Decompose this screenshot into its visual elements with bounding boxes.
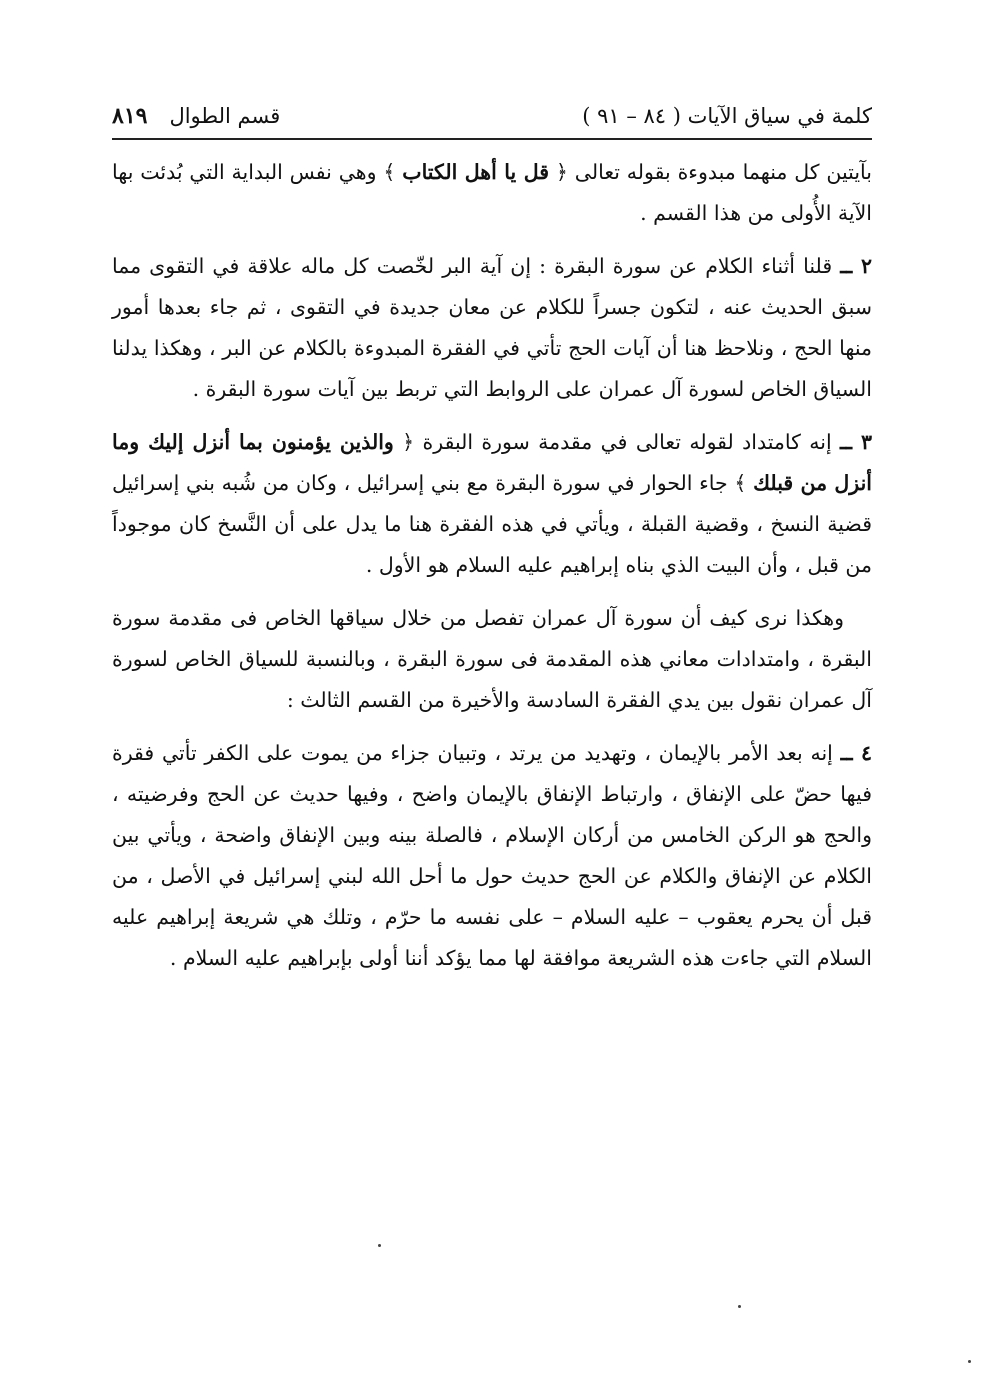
- paragraph-4: [112, 598, 872, 721]
- quran-quote: والذين يؤمنون بما أنزل إليك وما أنزل من قبلك: [112, 430, 872, 495]
- scan-speck: [968, 1360, 971, 1363]
- running-title: كلمة في سياق الآيات ( ٨٤ – ٩١ ): [582, 104, 872, 128]
- page-body: [112, 152, 872, 991]
- paragraph-3: [112, 422, 872, 586]
- item-number: ٢ ــ: [840, 254, 872, 278]
- paragraph-5: [112, 733, 872, 979]
- paragraph-1-text-before: بآيتين كل منهما مبدوءة بقوله تعالى ﴿: [549, 160, 872, 184]
- paragraph-2: [112, 246, 872, 410]
- paragraph-3-text-before: إنه كامتداد لقوله تعالى في مقدمة سورة البقرة ﴿: [393, 430, 840, 454]
- scan-speck: [738, 1305, 741, 1308]
- page-header: [112, 96, 872, 136]
- scan-speck: [378, 1244, 381, 1247]
- header-left-group: [112, 103, 280, 129]
- paragraph-5-text: إنه بعد الأمر بالإيمان ، وتهديد من يرتد ، وتبيان جزاء من يموت على الكفر تأتي فقرة فيها حضّ على الإنفاق ، وارتباط الإنفاق بالإيمان واضح ، وفيها حديث عن الحج وفرضيته ، والحج هو الركن الخامس من أركان الإسلام ، فالصلة بينه وبين الإنفاق واضحة ، ويأتي بين الكلام عن الإنفاق والكلام عن الحج حديث حول ما أحل الله لبني إسرائيل في الأصل ، من قبل أن يحرم يعقوب – عليه السلام – على نفسه ما حرّم ، وتلك هي شريعة إبراهيم عليه السلام التي جاءت هذه الشريعة موافقة لها مما يؤكد أننا أولى بإبراهيم عليه السلام .: [112, 741, 872, 970]
- item-number: ٣ ــ: [840, 430, 872, 454]
- section-title: قسم الطوال: [169, 104, 281, 128]
- paragraph-1-text-after: ﴾ وهي نفس البداية التي بُدئت بها الآية الأُولى من هذا القسم .: [112, 160, 872, 225]
- paragraph-1: [112, 152, 872, 234]
- header-rule: [112, 138, 872, 140]
- paragraph-4-text: وهكذا نرى كيف أن سورة آل عمران تفصل من خلال سياقها الخاص فى مقدمة سورة البقرة ، وامتدادات معاني هذه المقدمة فى سورة البقرة ، وبالنسبة للسياق الخاص لسورة آل عمران نقول بين يدي الفقرة السادسة والأخيرة من القسم الثالث :: [112, 606, 872, 712]
- item-number: ٤ ــ: [840, 741, 872, 765]
- page-number: ٨١٩: [112, 103, 148, 129]
- paragraph-2-text: قلنا أثناء الكلام عن سورة البقرة : إن آية البر لخّصت كل ماله علاقة في التقوى مما سبق الحديث عنه ، لتكون جسراً للكلام عن معان جديدة في التقوى ، ثم جاء بعدها أمور منها الحج ، ونلاحظ هنا أن آيات الحج تأتي في الفقرة المبدوءة بالكلام عن البر ، وهكذا يدلنا السياق الخاص لسورة آل عمران على الروابط التي تربط بين آيات سورة البقرة .: [112, 254, 872, 401]
- paragraph-3-text-after: ﴾ جاء الحوار في سورة البقرة مع بني إسرائيل ، وكان من شُبه بني إسرائيل قضية النسخ ، وقضية القبلة ، ويأتي في هذه الفقرة هنا ما يدل على أن النَّسخ كان موجوداً من قبل ، وأن البيت الذي بناه إبراهيم عليه السلام هو الأول .: [112, 471, 872, 577]
- quran-quote: قل يا أهل الكتاب: [402, 160, 550, 184]
